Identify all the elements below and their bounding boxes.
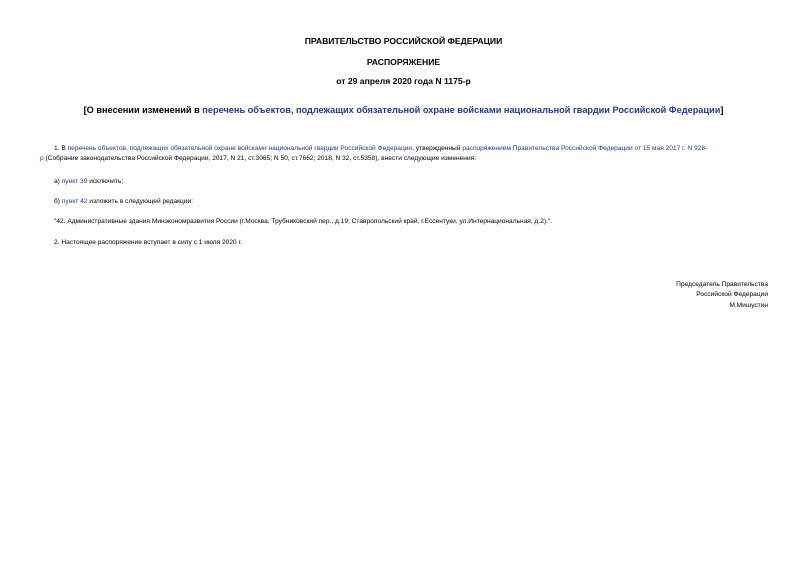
subject-link[interactable]: перечень объектов, подлежащих обязательной охране войсками национальной гвардии Российской Федерации: [202, 105, 721, 115]
order-2017-link-end[interactable]: р: [40, 155, 44, 162]
quoted-new-wording: "42. Административные здания Минэкономразвития России (г.Москва, Трубниковский пер., д.19; Ставропольский край, г.Ессентуки, ул.Интернациональная, д.2).".: [54, 218, 553, 225]
item-a-prefix: а): [54, 178, 62, 185]
item-a-suffix: исключить;: [87, 178, 124, 185]
clause-39-link[interactable]: пункт 39: [61, 178, 88, 185]
paragraph-2: 2. Настоящее распоряжение вступает в силу с 1 июля 2020 г.: [54, 239, 242, 246]
subject-text-close: ]: [720, 105, 724, 115]
paragraph-1-mid: , утвержденный: [412, 145, 463, 152]
item-b-suffix: изложить в следующей редакции:: [87, 198, 194, 205]
document-subject: [0, 105, 807, 116]
order-2017-link[interactable]: распоряжением Правительства Российской Федерации от 15 мая 2017 г. N 928-: [462, 145, 708, 152]
list-of-objects-link[interactable]: перечень объектов, подлежащих обязательной охране войсками национальной гвардии Российской Федерации: [67, 145, 413, 152]
signatory-title: Председатель Правительства: [676, 281, 768, 288]
item-b: [54, 197, 193, 207]
clause-42-link[interactable]: пункт 42: [61, 198, 88, 205]
issuer-heading: ПРАВИТЕЛЬСТВО РОССИЙСКОЙ ФЕДЕРАЦИИ: [304, 36, 503, 46]
item-b-prefix: б): [54, 198, 62, 205]
signatory-title-2: Российской Федерации: [696, 291, 768, 298]
item-a: [54, 177, 123, 187]
paragraph-1-rest: (Собрание законодательства Российской Федерации, 2017, N 21, ст.3065; N 50, ст.7662; 2018, N 32, ст.5358), внести следующие изменения:: [43, 155, 477, 162]
signatory-name: М.Мишустин: [729, 302, 768, 309]
document-date: от 29 апреля 2020 года N 1175-р: [336, 76, 471, 86]
subject-text-open: [О внесении изменений в: [83, 105, 203, 115]
paragraph-1-prefix: 1. В: [54, 145, 68, 152]
document-type-heading: РАСПОРЯЖЕНИЕ: [366, 57, 441, 67]
paragraph-1: [40, 144, 770, 164]
